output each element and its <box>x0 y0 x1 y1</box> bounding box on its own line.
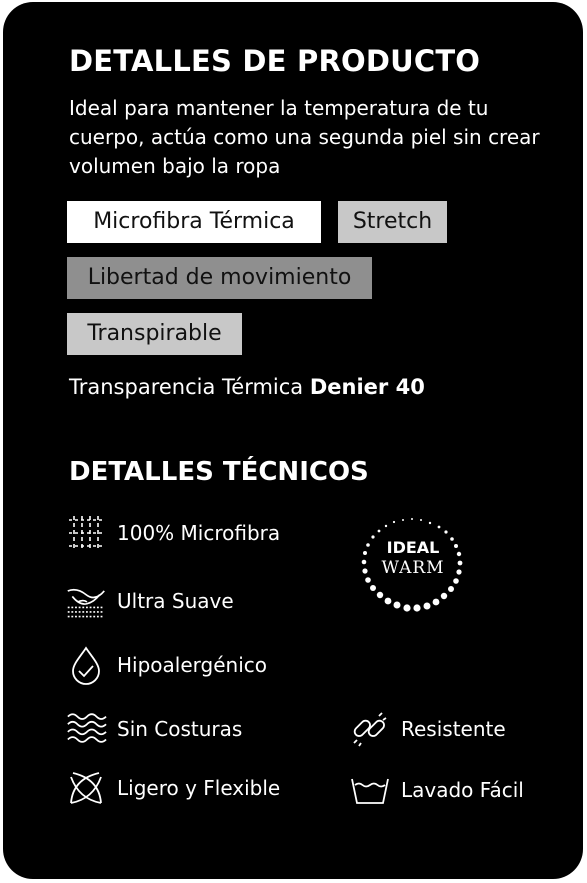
feature-label: Resistente <box>401 717 506 741</box>
feature-label: Ligero y Flexible <box>117 776 281 800</box>
transparency-value: Denier 40 <box>309 375 425 399</box>
product-details-card <box>3 2 583 879</box>
feature-hipoalergenico <box>65 644 267 686</box>
technical-details-title: DETALLES TÉCNICOS <box>69 457 369 487</box>
transparency-line <box>69 375 425 399</box>
feature-lavado-facil <box>349 769 524 811</box>
badge-line-1: IDEAL <box>386 538 440 557</box>
waves-icon <box>65 708 107 750</box>
tag-microfibra-termica: Microfibra Térmica <box>67 201 321 243</box>
microfiber-icon <box>65 512 107 554</box>
feature-label: Sin Costuras <box>117 717 243 741</box>
feature-label: Hipoalergénico <box>117 653 267 677</box>
tag-libertad-de-movimiento: Libertad de movimiento <box>67 257 372 299</box>
feature-ligero-flexible <box>65 767 280 809</box>
product-description: Ideal para mantener la temperatura de tu cuerpo, actúa como una segunda piel sin crear volumen bajo la ropa <box>69 96 540 178</box>
feature-sin-costuras <box>65 708 242 750</box>
feature-label: Ultra Suave <box>117 589 234 613</box>
chain-link-icon <box>349 708 391 750</box>
feature-label: Lavado Fácil <box>401 778 524 802</box>
soft-fabric-icon <box>65 580 107 622</box>
ideal-warm-badge <box>355 516 471 616</box>
product-details-title: DETALLES DE PRODUCTO <box>69 44 481 78</box>
feature-microfibra <box>65 512 280 554</box>
wash-basin-icon <box>349 769 391 811</box>
feature-ultra-suave <box>65 580 234 622</box>
feature-label: 100% Microfibra <box>117 521 281 545</box>
badge-line-2: WARM <box>381 558 445 578</box>
drop-check-icon <box>65 644 107 686</box>
tag-transpirable: Transpirable <box>67 313 242 355</box>
tag-stretch: Stretch <box>338 201 447 243</box>
transparency-label: Transparencia Térmica <box>69 375 304 399</box>
feature-resistente <box>349 708 506 750</box>
flexible-icon <box>65 767 107 809</box>
